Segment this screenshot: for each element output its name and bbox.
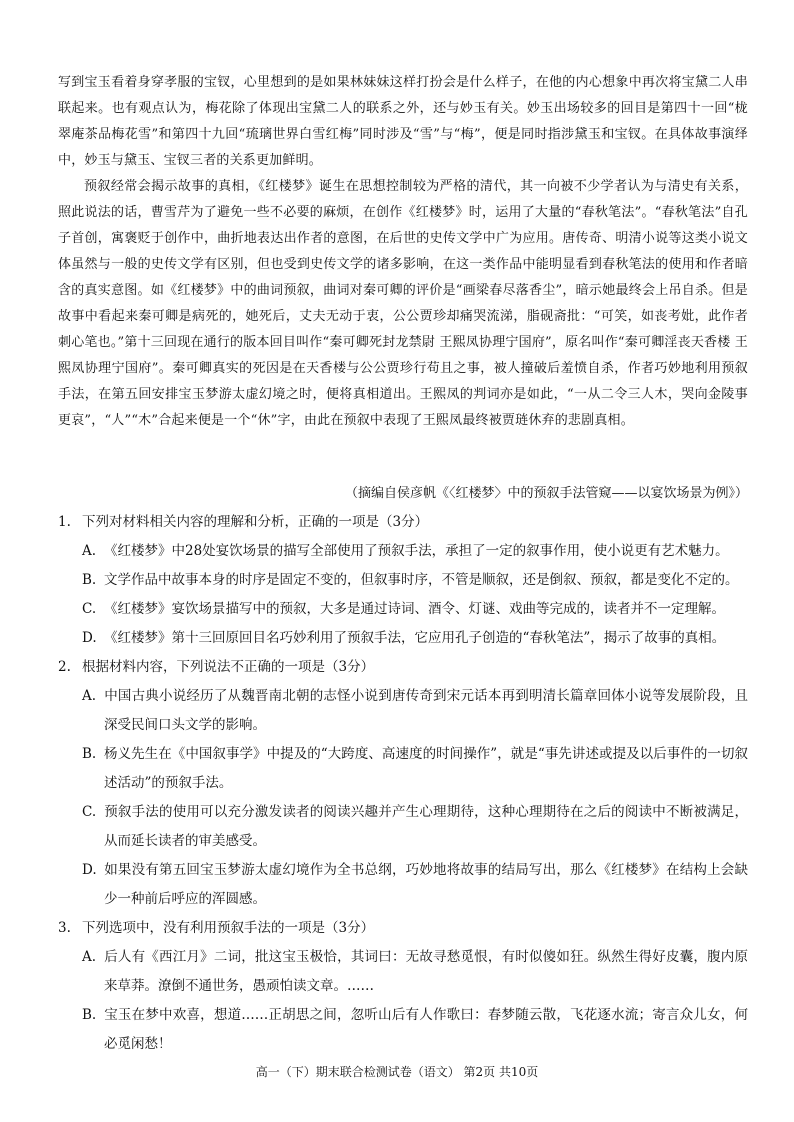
option-d [82,624,748,653]
option-key: A. [82,949,97,965]
option-text: 中国古典小说经历了从魏晋南北朝的志怪小说到唐传奇到宋元话本再到明清长篇章回体小说等发展阶段，且深受民间口头文学的影响。 [104,688,748,733]
question-stem [58,914,748,943]
passage-source: （摘编自侯彦帆《〈红楼梦〉中的预叙手法管窥——以宴饮场景为例》） [344,486,748,501]
option-key: C. [82,601,97,617]
option-a [82,537,748,566]
option-text: 《红楼梦》第十三回原回目名巧妙利用了预叙手法，它应用孔子创造的“春秋笔法”，揭示了故事的真相。 [104,630,726,646]
question-text: 根据材料内容，下列说法不正确的一项是（3分） [82,659,375,675]
passage-paragraph-2: 预叙经常会揭示故事的真相，《红楼梦》诞生在思想控制较为严格的清代，其一向被不少学者认为与清史有关系，照此说法的话，曹雪芹为了避免一些不必要的麻烦，在创作《红楼梦》时，运用了大量的“春秋笔法”。“春秋笔法”自孔子首创，寓褒贬于创作中，曲折地表达出作者的意图，在后世的史传文学中广为应用。唐传奇、明清小说等这类小说文体虽然与一般的史传文学有区别，但也受到史传文学的诸多影响，在这一类作品中能明显看到春秋笔法的使用和作者暗含的真实意图。如《红楼梦》中的曲词预叙，曲词对秦可卿的评价是“画梁春尽落香尘”，暗示她最终会上吊自杀。但是故事中看起来秦可卿是病死的，她死后，丈夫无动于衷，公公贾珍却痛哭流涕，脂砚斋批：“可笑，如丧考妣，此作者刺心笔也。”第十三回现在通行的版本回目叫作“秦可卿死封龙禁尉 王熙凤协理宁国府”，原名叫作“秦可卿淫丧天香楼 王熙凤协理宁国府”。秦可卿真实的死因是在天香楼与公公贾珍行苟且之事，被人撞破后羞愤自杀，作者巧妙地利用预叙手法，在第五回安排宝玉梦游太虚幻境之时，便将真相道出。王熙凤的判词亦是如此，“一从二令三人木，哭向金陵事更哀”，“人”“木”合起来便是一个“休”字，由此在预叙中表现了王熙凤最终被贾琏休弃的悲剧真相。 [58,179,748,428]
option-key: D. [82,630,97,646]
option-text: 后人有《西江月》二词，批这宝玉极恰，其词曰：无故寻愁觅恨，有时似傻如狂。纵然生得好皮囊，腹内原来草莽。潦倒不通世务，愚顽怕读文章。…… [104,949,748,994]
option-key: B. [82,746,97,762]
question-2 [58,653,748,914]
option-key: B. [82,572,97,588]
option-a [82,682,748,740]
page-footer: 高一（下）期末联合检测试卷（语文） 第2页 共10页 [255,1065,539,1079]
option-key: C. [82,804,97,820]
option-text: 《红楼梦》宴饮场景描写中的预叙，大多是通过诗词、酒令、灯谜、戏曲等完成的，读者并不一定理解。 [104,601,725,617]
option-b [82,566,748,595]
question-number: 3. [58,920,71,936]
option-b [82,1001,748,1059]
passage-paragraph-1: 写到宝玉看着身穿孝服的宝钗，心里想到的是如果林妹妹这样打扮会是什么样子，在他的内心想象中再次将宝黛二人串联起来。也有观点认为，梅花除了体现出宝黛二人的联系之外，还与妙玉有关。妙玉出场较多的回目是第四十一回“栊翠庵茶品梅花雪”和第四十九回“琉璃世界白雪红梅”同时涉及“雪”与“梅”，便是同时指涉黛玉和宝钗。在具体故事演绎中，妙玉与黛玉、宝钗三者的关系更加鲜明。 [58,75,748,168]
question-1 [58,508,748,653]
question-list [58,508,748,1059]
option-c [82,798,748,856]
option-b [82,740,748,798]
option-d [82,856,748,914]
option-c [82,595,748,624]
option-key: D. [82,862,97,878]
question-number: 1. [58,514,71,530]
option-text: 《红楼梦》中28处宴饮场景的描写全部使用了预叙手法，承担了一定的叙事作用，使小说更有艺术魅力。 [104,543,729,559]
question-text: 下列选项中，没有利用预叙手法的一项是（3分） [82,920,375,936]
option-text: 杨义先生在《中国叙事学》中提及的“大跨度、高速度的时间操作”，就是“事先讲述或提及以后事件的一切叙述活动”的预叙手法。 [104,746,748,791]
option-text: 宝玉在梦中欢喜，想道……正胡思之间，忽听山后有人作歌曰：春梦随云散，飞花逐水流；寄言众儿女，何必觅闲愁！ [104,1007,748,1052]
reading-passage [58,70,748,434]
option-text: 文学作品中故事本身的时序是固定不变的，但叙事时序，不管是顺叙，还是倒叙、预叙，都是变化不定的。 [104,572,739,588]
option-key: A. [82,543,97,559]
option-key: B. [82,1007,97,1023]
option-key: A. [82,688,97,704]
question-3 [58,914,748,1059]
option-text: 如果没有第五回宝玉梦游太虚幻境作为全书总纲，巧妙地将故事的结局写出，那么《红楼梦》在结构上会缺少一种前后呼应的浑圆感。 [104,862,748,907]
question-text: 下列对材料相关内容的理解和分析，正确的一项是（3分） [82,514,429,530]
option-a [82,943,748,1001]
question-number: 2. [58,659,71,675]
question-stem [58,508,748,537]
option-text: 预叙手法的使用可以充分激发读者的阅读兴趣并产生心理期待，这种心理期待在之后的阅读中不断被满足，从而延长读者的审美感受。 [104,804,748,849]
question-stem [58,653,748,682]
